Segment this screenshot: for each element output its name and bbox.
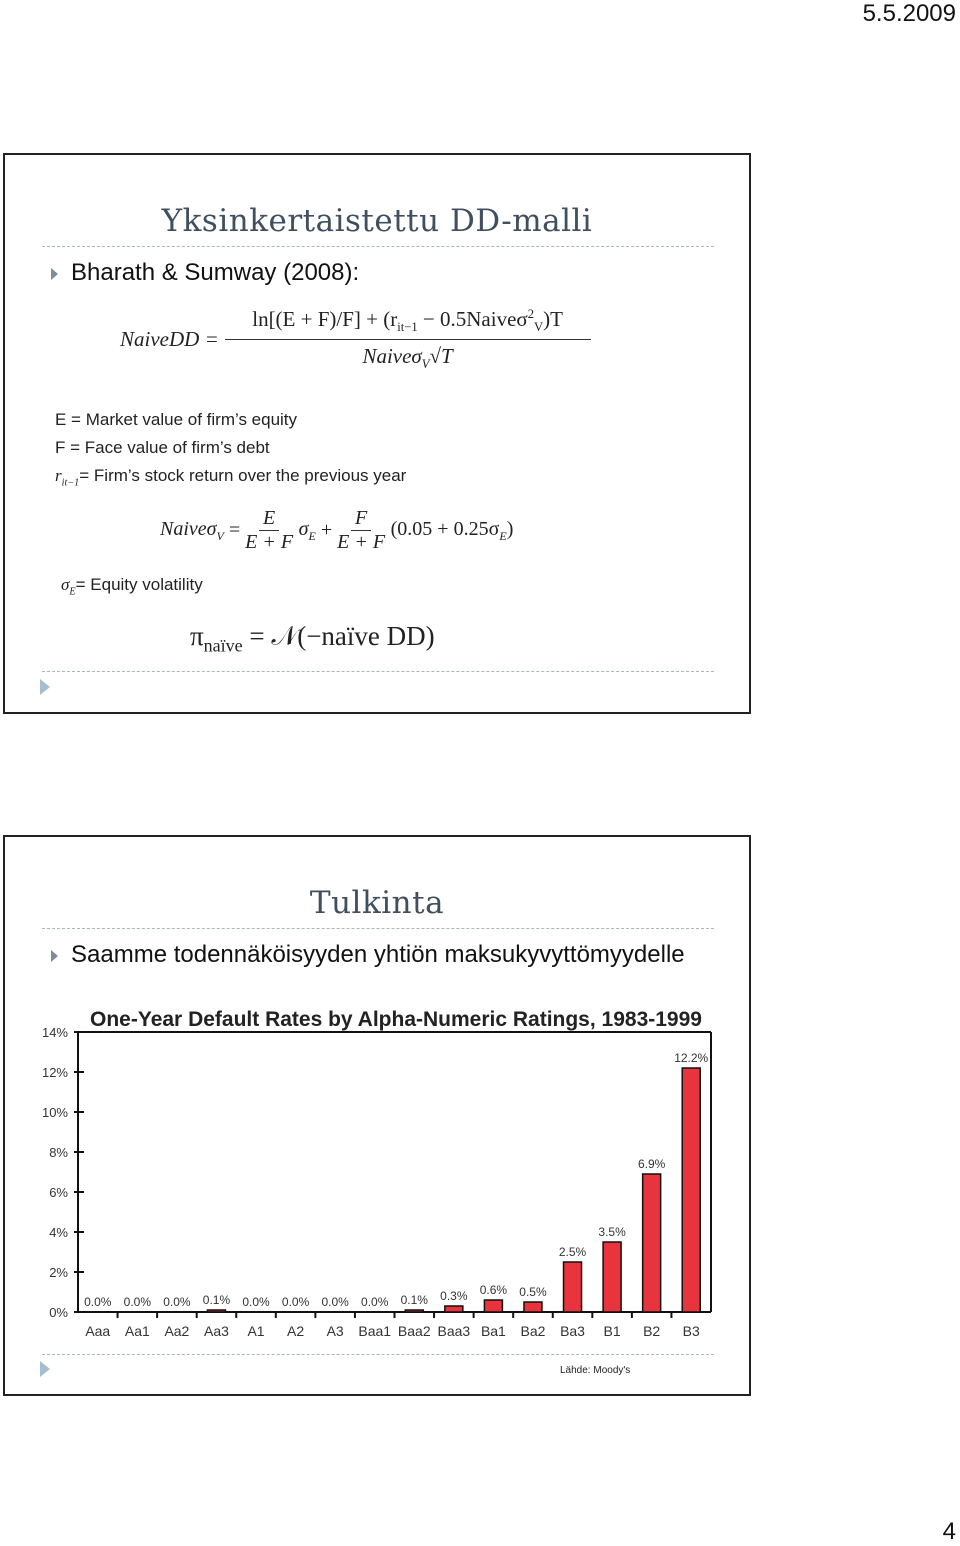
data-label: 2.5% [558,1245,587,1259]
formula-lhs: NaiveDD = [120,327,219,352]
y-tick-label: 10% [41,1105,68,1120]
r-text: = Firm’s stock return over the previous year [79,466,407,485]
f2-mid: σ [298,517,309,540]
x-tick-label: Ba2 [520,1323,546,1339]
f2-lhs-sub: V [216,528,224,543]
bar [564,1262,582,1312]
y-tick-label: 12% [41,1065,68,1080]
y-tick-label: 2% [49,1265,68,1280]
x-tick-label: A1 [247,1323,265,1339]
num-b: − 0.5Naiveσ [417,307,528,331]
x-tick-label: A3 [326,1323,344,1339]
den-b: √T [429,344,453,369]
f2-tail: (0.05 + 0.25σ [390,517,500,540]
x-tick-label: Ba1 [480,1323,506,1339]
data-label: 0.0% [123,1295,152,1309]
sigma-sub: E [69,586,76,598]
num-c: )T [543,307,563,331]
x-tick-label: B1 [603,1323,621,1339]
data-label: 0.5% [519,1285,547,1299]
bar [207,1310,225,1312]
x-tick-label: Ba3 [560,1323,585,1339]
def-debt: F = Face value of firm’s debt [55,438,270,457]
num-sub: it−1 [397,320,418,335]
x-tick-label: B2 [643,1323,661,1339]
slide-title: Yksinkertaistettu DD-malli [161,203,593,239]
bullet-text: Bharath & Sumway (2008): [71,259,360,286]
den-sub: V [421,357,430,372]
fr2-num: F [351,507,371,531]
def-equity: E = Market value of firm’s equity [55,410,298,429]
x-tick-label: Baa3 [437,1323,471,1339]
data-label: 0.6% [479,1283,508,1297]
y-tick-label: 8% [49,1145,68,1160]
pi-symbol: π [190,621,204,651]
data-label: 6.9% [637,1157,666,1171]
data-label: 0.3% [440,1289,468,1303]
bar [603,1242,621,1312]
bar [405,1310,423,1312]
bar [643,1174,661,1312]
r-sub: it−1 [61,477,80,489]
f2-eq: = [223,519,246,541]
data-label: 0.0% [361,1295,389,1309]
r-symbol: r [55,466,62,485]
num-a: ln[(E + F)/F] + (r [252,307,398,331]
bar [682,1068,700,1312]
data-label: 0.0% [163,1295,191,1309]
y-tick-label: 4% [49,1225,68,1240]
data-label: 0.0% [84,1295,112,1309]
data-label: 0.0% [281,1295,310,1309]
f2-lhs: Naiveσ [160,517,217,540]
bar [524,1302,542,1312]
y-tick-label: 14% [41,1025,68,1040]
bar [484,1300,502,1312]
data-label: 3.5% [598,1225,626,1239]
f2-tail-sub: E [499,528,507,543]
x-tick-label: Baa2 [397,1323,431,1339]
x-tick-label: Aa1 [124,1323,150,1339]
x-tick-label: Aaa [85,1323,111,1339]
f2-mid-sub: E [308,528,316,543]
fr2-den: E + F [337,531,386,553]
page-number: 4 [942,1518,956,1545]
sigma-text: = Equity volatility [75,575,203,594]
x-tick-label: B3 [682,1323,700,1339]
fr1-den: E + F [245,531,294,553]
source-note: Lähde: Moody's [560,1365,631,1376]
x-tick-label: Aa2 [164,1323,190,1339]
data-label: 0.1% [202,1293,231,1307]
y-tick-label: 6% [49,1185,68,1200]
data-label: 0.1% [400,1293,428,1307]
y-tick-label: 0% [49,1305,68,1320]
data-label: 0.0% [321,1295,349,1309]
chart-title: One-Year Default Rates by Alpha-Numeric Ratings, 1983-1999 [90,1008,702,1031]
f2-tail-end: ) [506,517,514,540]
sigma-symbol: σ [61,575,70,594]
f2-plus: + [315,519,338,541]
data-label: 0.0% [242,1295,270,1309]
x-tick-label: Baa1 [358,1323,392,1339]
den-a: Naiveσ [362,344,422,369]
x-tick-label: A2 [287,1323,305,1339]
bullet-text: Saamme todennäköisyyden yhtiön maksukyvyttömyydelle [71,941,685,968]
bar [445,1306,463,1312]
num-sub2: V [534,320,544,335]
formula-rhs: = 𝒩(−naïve DD) [242,621,435,651]
fr1-num: E [259,507,279,531]
slide-title: Tulkinta [309,885,445,921]
date: 5.5.2009 [862,0,956,27]
x-tick-label: Aa3 [204,1323,229,1339]
num-sup: 2 [527,307,535,321]
data-label: 12.2% [674,1051,709,1065]
pi-sub: naïve [203,635,243,656]
